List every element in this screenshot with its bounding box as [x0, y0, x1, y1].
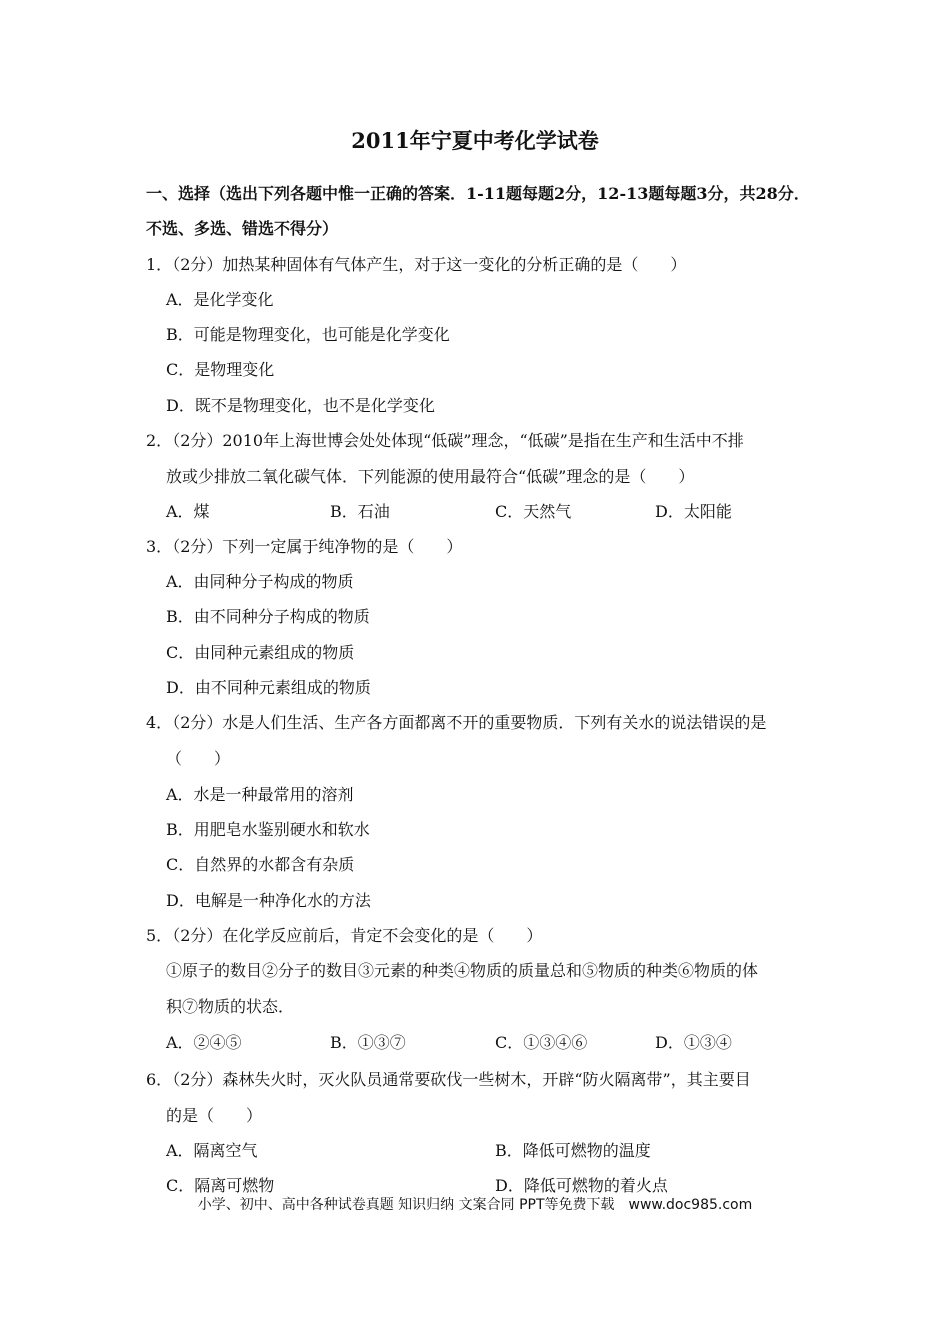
question-4-option-d[interactable]: D．电解是一种净化水的方法 [166, 891, 371, 910]
question-3-option-c[interactable]: C．由同种元素组成的物质 [166, 643, 355, 662]
question-6-stem [146, 1069, 751, 1091]
question-number: 4． [146, 713, 173, 732]
question-6-option-a[interactable]: A．隔离空气 [166, 1141, 258, 1160]
question-1-option-b[interactable]: B．可能是物理变化，也可能是化学变化 [166, 325, 450, 344]
question-number: 6． [146, 1070, 173, 1089]
question-3-stem [146, 536, 462, 558]
question-2-option-d[interactable]: D．太阳能 [655, 502, 732, 521]
question-5-statements: ①原子的数目②分子的数目③元素的种类④物质的质量总和⑤物质的种类⑥物质的体 [166, 961, 759, 980]
question-text: （2分）加热某种固体有气体产生，对于这一变化的分析正确的是（ ） [172, 255, 687, 274]
question-5-option-b[interactable]: B．①③⑦ [330, 1033, 406, 1052]
question-5-statements-continued: 积⑦物质的状态． [166, 997, 295, 1016]
question-5-stem [146, 925, 542, 947]
question-3-option-d[interactable]: D．由不同种元素组成的物质 [166, 678, 371, 697]
question-1-option-a[interactable]: A．是化学变化 [166, 290, 274, 309]
question-4-stem-continued: （ ） [166, 749, 231, 768]
question-6-option-b[interactable]: B．降低可燃物的温度 [495, 1141, 651, 1160]
question-6-option-c[interactable]: C．隔离可燃物 [166, 1176, 275, 1195]
question-2-stem [146, 430, 744, 452]
question-text: （2分）下列一定属于纯净物的是（ ） [172, 537, 463, 556]
page-title: 2011年宁夏中考化学试卷 [351, 128, 599, 153]
question-text: （2分）2010年上海世博会处处体现“低碳”理念，“低碳”是指在生产和生活中不排 [172, 431, 744, 450]
question-4-option-b[interactable]: B．用肥皂水鉴别硬水和软水 [166, 820, 370, 839]
question-number: 3． [146, 537, 173, 556]
question-4-option-a[interactable]: A．水是一种最常用的溶剂 [166, 785, 354, 804]
question-2-option-b[interactable]: B．石油 [330, 502, 390, 521]
question-2-option-a[interactable]: A．煤 [166, 502, 210, 521]
question-2-stem-continued: 放或少排放二氧化碳气体．下列能源的使用最符合“低碳”理念的是（ ） [166, 467, 695, 486]
question-4-option-c[interactable]: C．自然界的水都含有杂质 [166, 855, 355, 874]
question-6-stem-continued: 的是（ ） [166, 1106, 263, 1125]
question-1-option-d[interactable]: D．既不是物理变化，也不是化学变化 [166, 396, 435, 415]
question-number: 5． [146, 926, 173, 945]
question-3-option-a[interactable]: A．由同种分子构成的物质 [166, 572, 354, 591]
question-6-options-row-1 [166, 1140, 826, 1162]
page-footer: 小学、初中、高中各种试卷真题 知识归纳 文案合同 PPT等免费下载 www.doc985.com [197, 1197, 753, 1213]
question-2-options [166, 501, 826, 523]
question-5-option-d[interactable]: D．①③④ [655, 1033, 732, 1052]
question-4-stem [146, 712, 766, 734]
question-5-option-c[interactable]: C．①③④⑥ [495, 1033, 588, 1052]
question-number: 2． [146, 431, 173, 450]
question-2-option-c[interactable]: C．天然气 [495, 502, 572, 521]
question-1-stem [146, 254, 686, 276]
question-6-option-d[interactable]: D．降低可燃物的着火点 [495, 1176, 668, 1195]
question-5-option-a[interactable]: A．②④⑤ [166, 1033, 242, 1052]
question-text: （2分）在化学反应前后，肯定不会变化的是（ ） [172, 926, 543, 945]
question-text: （2分）水是人们生活、生产各方面都离不开的重要物质．下列有关水的说法错误的是 [172, 713, 767, 732]
section-heading: 一、选择（选出下列各题中惟一正确的答案．1-11题每题2分，12-13题每题3分，共28分．不选、多选、错选不得分） [146, 184, 810, 238]
question-number: 1． [146, 255, 173, 274]
question-5-options [166, 1032, 826, 1054]
question-6-options-row-2 [166, 1175, 826, 1197]
question-text: （2分）森林失火时，灭火队员通常要砍伐一些树木，开辟“防火隔离带”，其主要目 [172, 1070, 751, 1089]
question-1-option-c[interactable]: C．是物理变化 [166, 360, 275, 379]
question-3-option-b[interactable]: B．由不同种分子构成的物质 [166, 607, 370, 626]
